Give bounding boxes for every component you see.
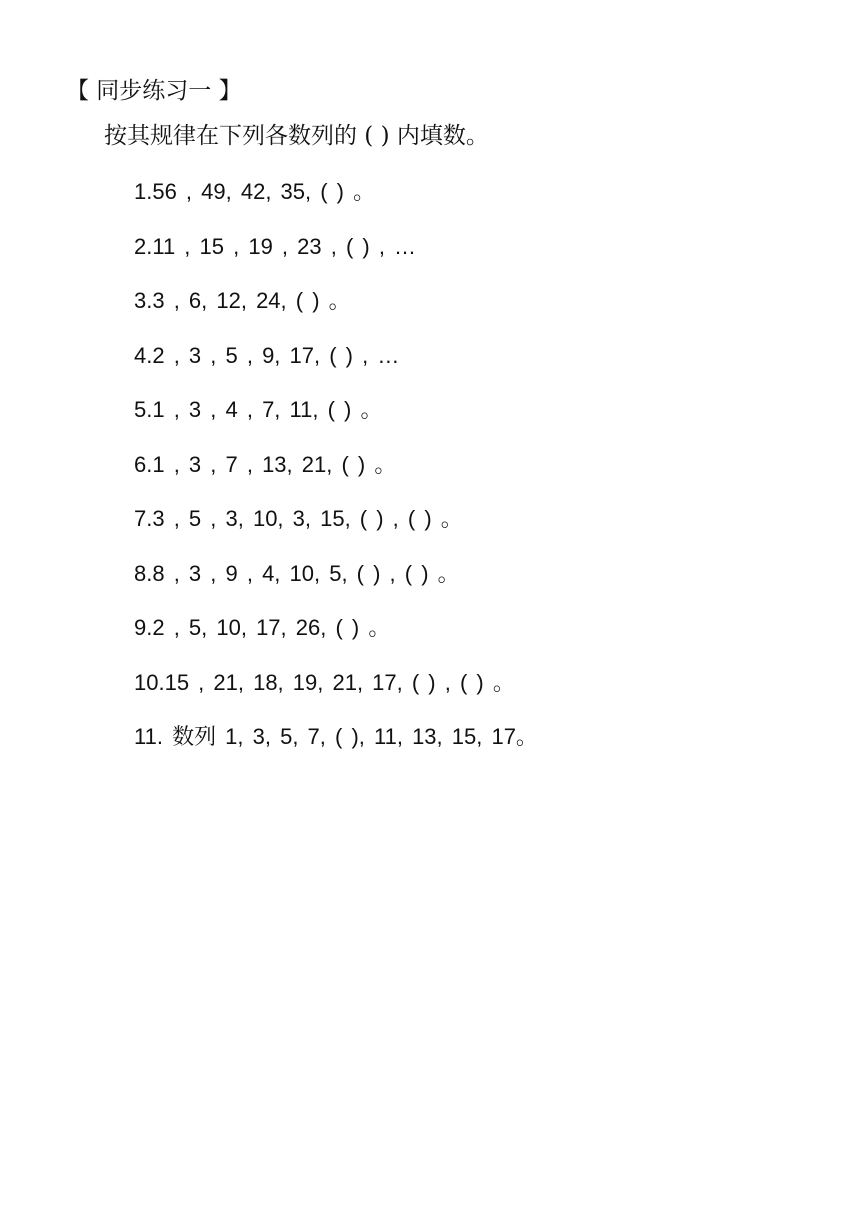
problem-item: 3.3 , 6, 12, 24, ( ) 。 bbox=[134, 288, 351, 313]
section-title: 【 同步练习一 】 bbox=[66, 78, 242, 104]
problem-list bbox=[134, 175, 538, 775]
problem-item: 2.11 , 15 , 19 , 23 , ( ) , … bbox=[134, 233, 417, 259]
problem-item: 10.15 , 21, 18, 19, 21, 17, ( ) , ( ) 。 bbox=[134, 669, 515, 695]
instruction-text: 按其规律在下列各数列的 ( ) 内填数。 bbox=[104, 123, 489, 149]
problem-item: 1.56 , 49, 42, 35, ( ) 。 bbox=[134, 179, 376, 204]
problem-item: 6.1 , 3 , 7 , 13, 21, ( ) 。 bbox=[134, 451, 397, 477]
problem-item: 9.2 , 5, 10, 17, 26, ( ) 。 bbox=[134, 615, 391, 640]
problem-item: 11. 数列 1, 3, 5, 7, ( ), 11, 13, 15, 17。 bbox=[134, 724, 538, 749]
problem-item: 8.8 , 3 , 9 , 4, 10, 5, ( ) , ( ) 。 bbox=[134, 560, 460, 586]
problem-item: 5.1 , 3 , 4 , 7, 11, ( ) 。 bbox=[134, 397, 383, 422]
problem-item: 7.3 , 5 , 3, 10, 3, 15, ( ) , ( ) 。 bbox=[134, 506, 463, 531]
problem-item: 4.2 , 3 , 5 , 9, 17, ( ) , … bbox=[134, 342, 400, 368]
